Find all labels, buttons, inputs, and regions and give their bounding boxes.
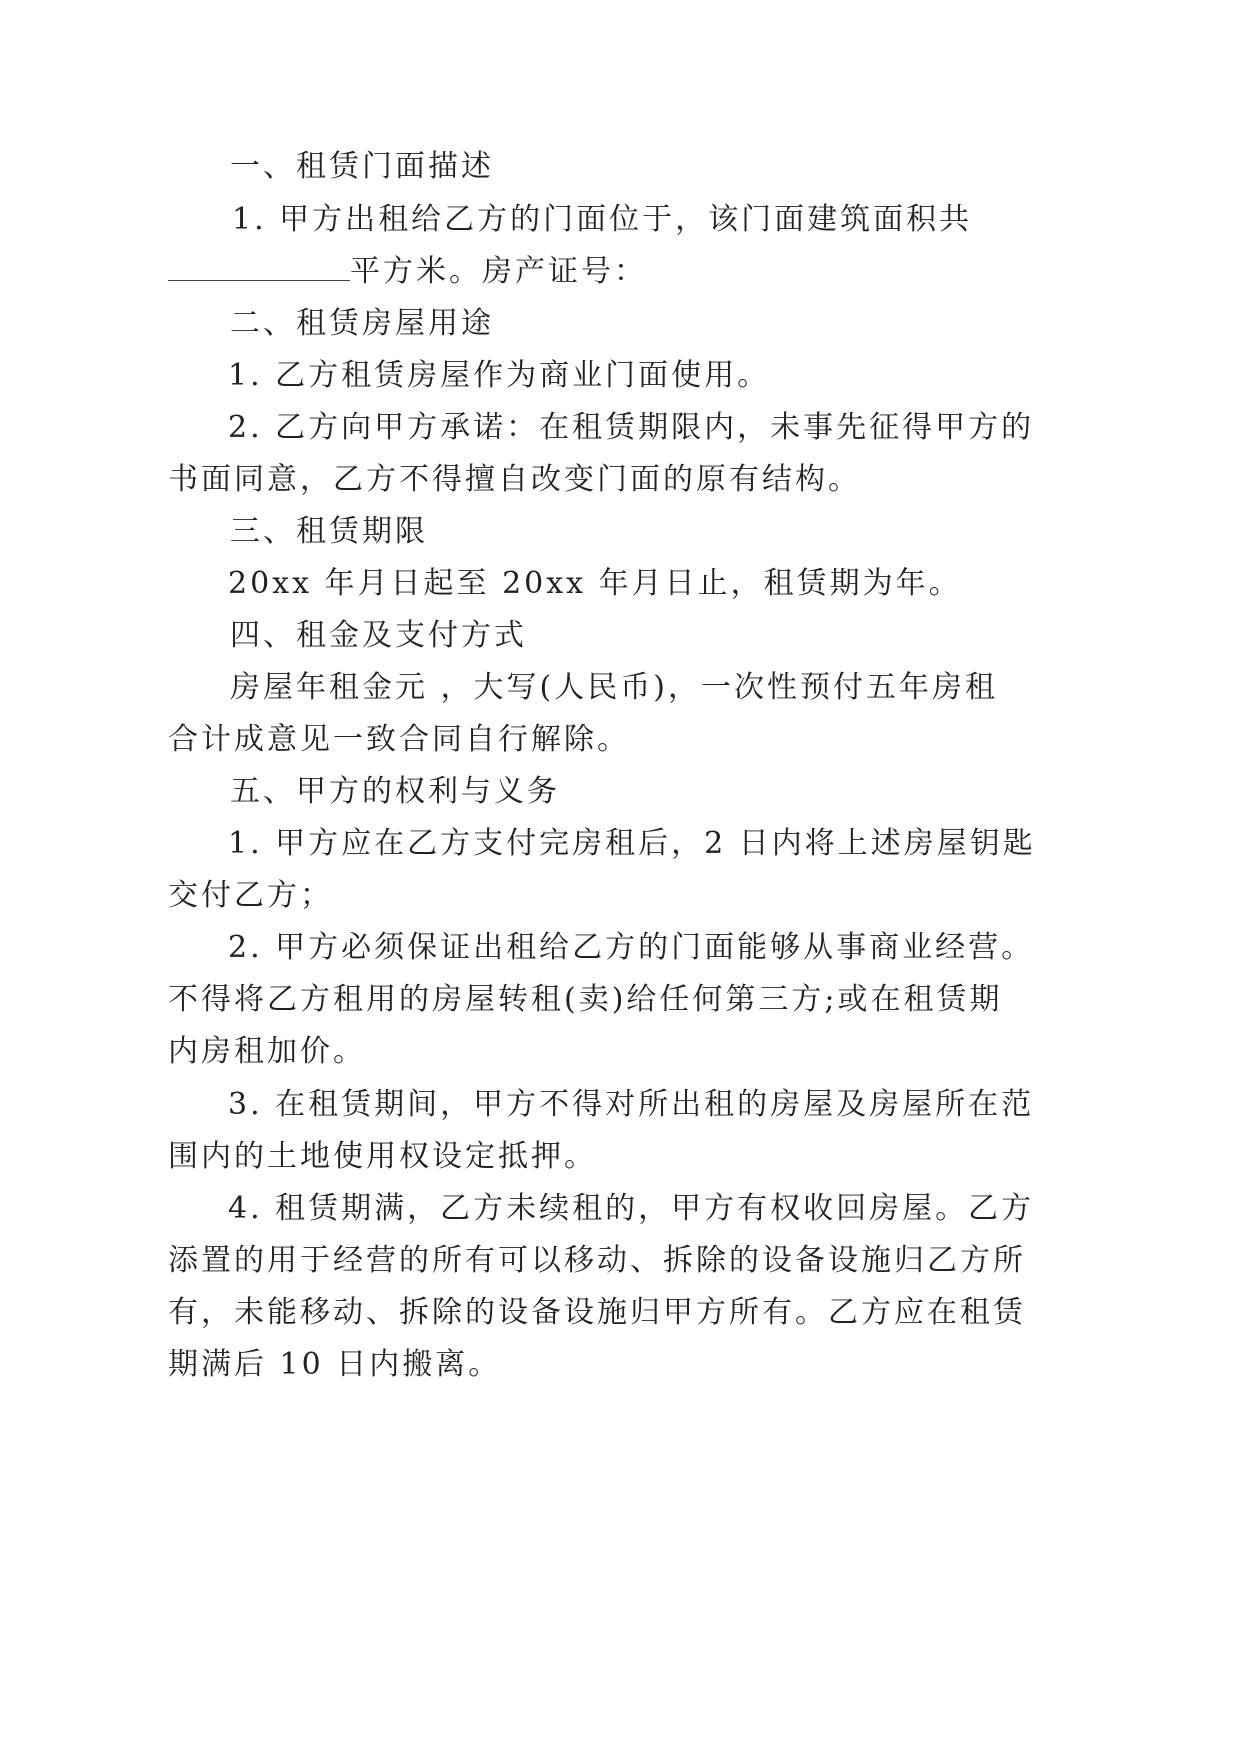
- paragraph-line: 1. 甲方应在乙方支付完房租后，2 日内将上述房屋钥匙: [228, 826, 1036, 861]
- section-heading-5: 五、甲方的权利与义务: [230, 774, 560, 809]
- paragraph-line: 内房租加价。: [168, 1034, 366, 1069]
- section-heading-2: 二、租赁房屋用途: [230, 306, 494, 341]
- paragraph-line: 围内的土地使用权设定抵押。: [168, 1139, 597, 1174]
- fill-in-blank: [168, 254, 350, 281]
- paragraph-line: 2. 乙方向甲方承诺：在租赁期限内，未事先征得甲方的: [228, 410, 1035, 445]
- paragraph-line: 1. 甲方出租给乙方的门面位于，该门面建筑面积共: [232, 202, 973, 237]
- paragraph-line: 期满后 10 日内搬离。: [168, 1347, 502, 1382]
- paragraph-line-with-blank: [168, 252, 647, 292]
- paragraph-line: 添置的用于经营的所有可以移动、拆除的设备设施归乙方所: [168, 1243, 1026, 1278]
- paragraph-line: 3. 在租赁期间，甲方不得对所出租的房屋及房屋所在范: [228, 1087, 1035, 1122]
- paragraph-line: 书面同意，乙方不得擅自改变门面的原有结构。: [168, 462, 861, 497]
- paragraph-line: 2. 甲方必须保证出租给乙方的门面能够从事商业经营。: [228, 930, 1035, 965]
- paragraph-line: 4. 租赁期满，乙方未续租的，甲方有权收回房屋。乙方: [228, 1191, 1035, 1226]
- paragraph-line: 房屋年租金元 ，大写(人民币)，一次性预付五年房租: [230, 670, 998, 705]
- paragraph-line: 20xx 年月日起至 20xx 年月日止，租赁期为年。: [228, 566, 962, 601]
- paragraph-line: 交付乙方；: [168, 878, 333, 913]
- paragraph-line: 有，未能移动、拆除的设备设施归甲方所有。乙方应在租赁: [168, 1295, 1026, 1330]
- paragraph-line: 不得将乙方租用的房屋转租(卖)给任何第三方;或在租赁期: [168, 982, 1003, 1017]
- section-heading-1: 一、租赁门面描述: [230, 149, 494, 184]
- section-heading-4: 四、租金及支付方式: [230, 618, 527, 653]
- paragraph-line: 合计成意见一致合同自行解除。: [168, 722, 630, 757]
- section-heading-3: 三、租赁期限: [230, 514, 428, 549]
- paragraph-line-text: 平方米。房产证号：: [350, 254, 647, 289]
- paragraph-line: 1. 乙方租赁房屋作为商业门面使用。: [228, 358, 771, 393]
